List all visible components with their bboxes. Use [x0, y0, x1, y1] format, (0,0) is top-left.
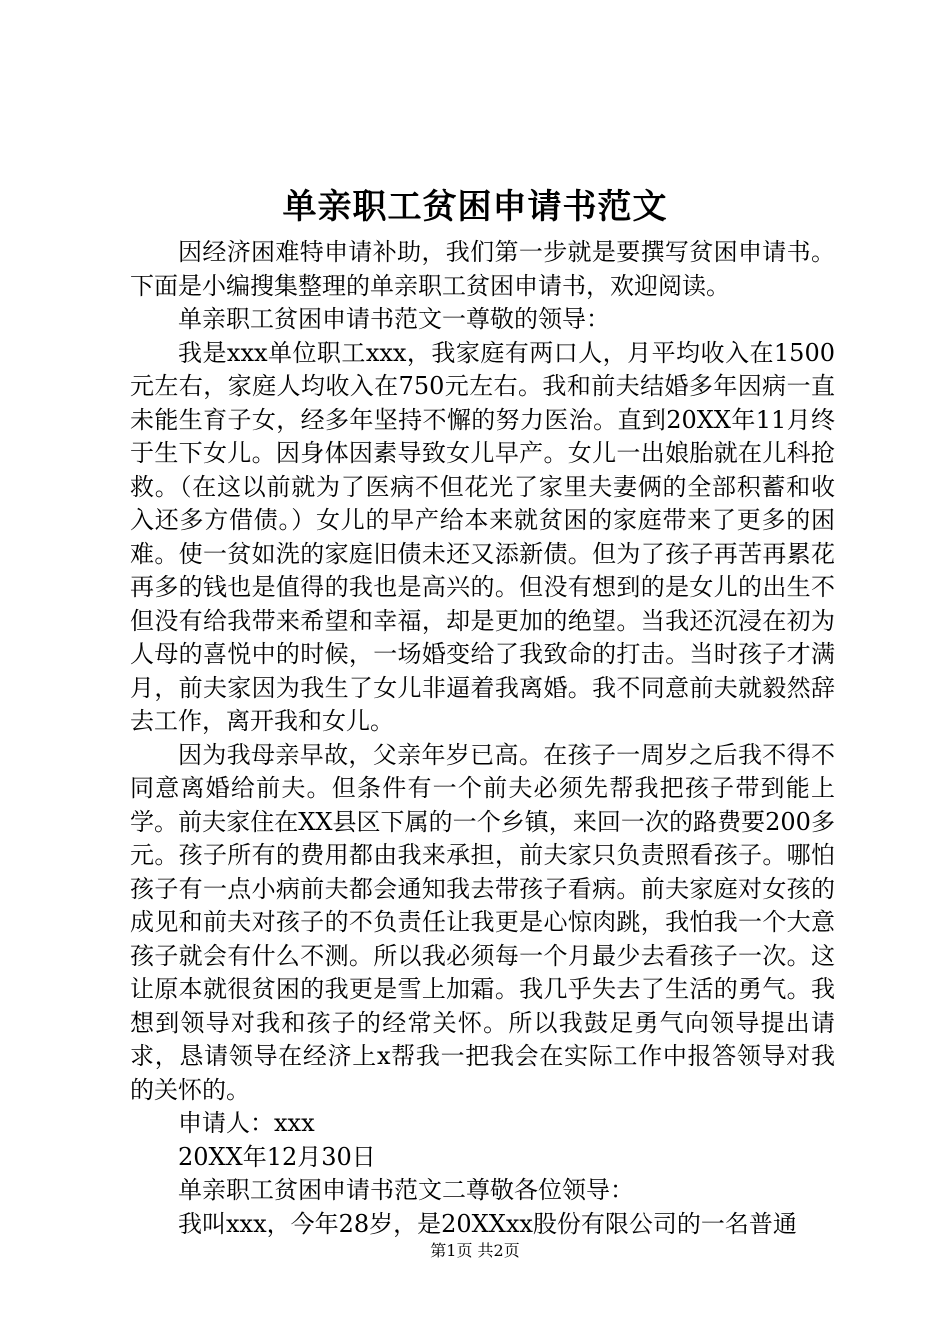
applicant-line: 申请人：xxx: [178, 1109, 315, 1137]
intro-paragraph: 因经济困难特申请补助，我们第一步就是要撰写贫困申请书。下面是小编搜集整理的单亲职工贫困申请书，欢迎阅读。: [130, 238, 835, 300]
page-title: 单亲职工贫困申请书范文: [282, 187, 668, 227]
body-paragraph-1: 我是xxx单位职工xxx，我家庭有两口人，月平均收入在1500元左右，家庭人均收入在750元左右。我和前夫结婚多年因病一直未能生育子女，经多年坚持不懈的努力医治。直到20XX年11月终于生下女儿。因身体因素导致女儿早产。女儿一出娘胎就在儿科抢救。（在这以前就为了医病不但花光了家里夫妻俩的全部积蓄和收入还多方借债。）女儿的早产给本来就贫困的家庭带来了更多的困难。使一贫如洗的家庭旧债未还又添新债。但为了孩子再苦再累花再多的钱也是值得的我也是高兴的。但没有想到的是女儿的出生不但没有给我带来希望和幸福，却是更加的绝望。当我还沉浸在初为人母的喜悦中的时候，一场婚变给了我致命的打击。当时孩子才满月，前夫家因为我生了女儿非逼着我离婚。我不同意前夫就毅然辞去工作，离开我和女儿。: [130, 338, 835, 735]
body-paragraph-2: 因为我母亲早故，父亲年岁已高。在孩子一周岁之后我不得不同意离婚给前夫。但条件有一个前夫必须先帮我把孩子带到能上学。前夫家住在XX县区下属的一个乡镇，来回一次的路费要200多元。孩子所有的费用都由我来承担，前夫家只负责照看孩子。哪怕孩子有一点小病前夫都会通知我去带孩子看病。前夫家庭对女孩的成见和前夫对孩子的不负责任让我更是心惊肉跳，我怕我一个大意孩子就会有什么不测。所以我必须每一个月最少去看孩子一次。这让原本就很贫困的我更是雪上加霜。我几乎失去了生活的勇气。我想到领导对我和孩子的经常关怀。所以我鼓足勇气向领导提出请求，恳请领导在经济上x帮我一把我会在实际工作中报答领导对我的关怀的。: [130, 740, 835, 1104]
date-line: 20XX年12月30日: [178, 1142, 376, 1171]
sample-one-heading: 单亲职工贫困申请书范文一尊敬的领导：: [178, 305, 610, 333]
page-footer: 第1页 共2页: [430, 1241, 520, 1260]
body-paragraph-3: 我叫xxx，今年28岁，是20XXxx股份有限公司的一名普通: [178, 1209, 797, 1238]
sample-two-heading: 单亲职工贫困申请书范文二尊敬各位领导：: [178, 1176, 634, 1204]
document-body: [130, 236, 835, 1241]
